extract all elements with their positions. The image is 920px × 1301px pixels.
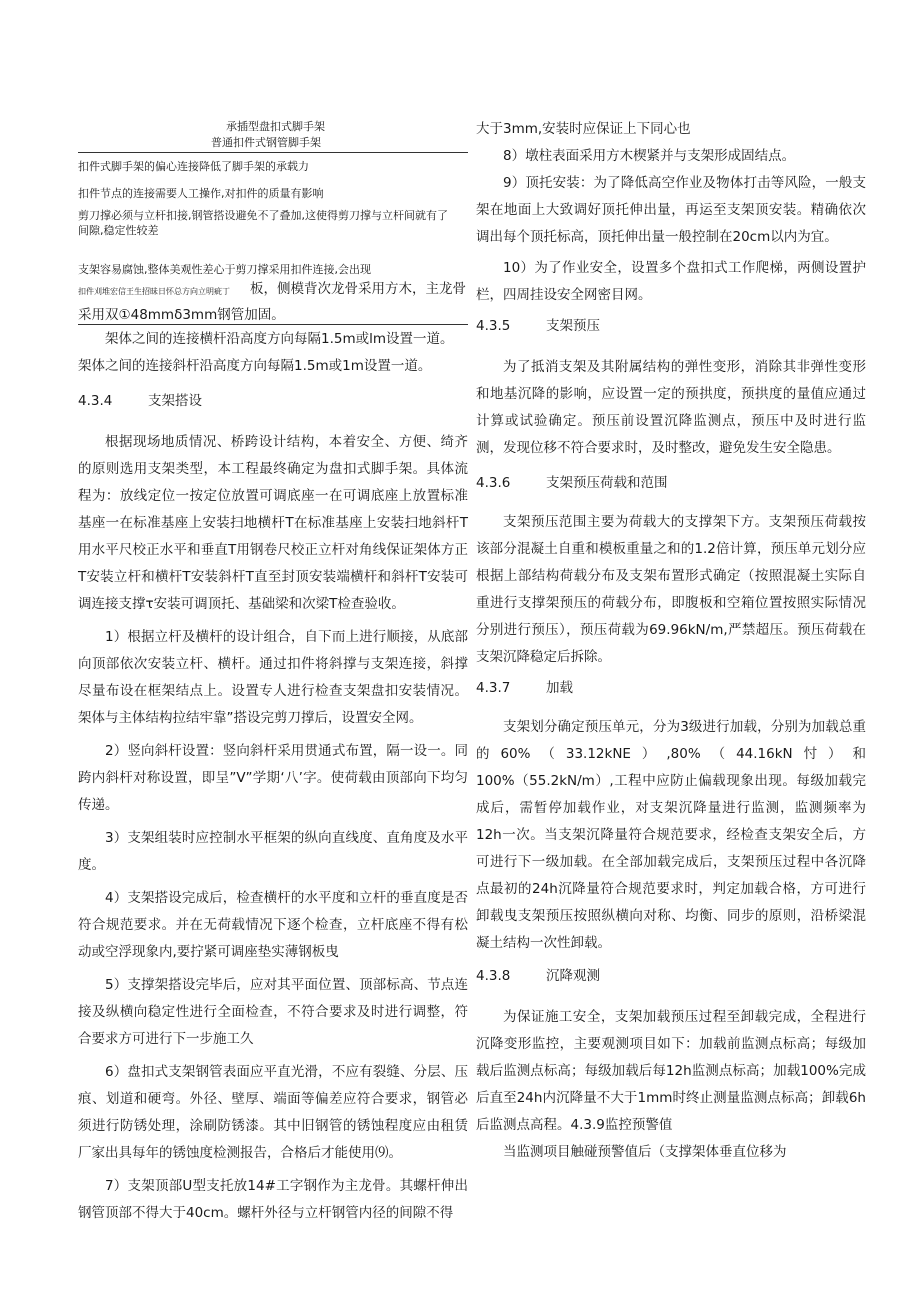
left-body — [78, 326, 468, 1227]
table-row: 扣件式脚手架的偏心连接降低了脚手架的承载力 — [78, 160, 309, 173]
section-number: 4.3.4 — [78, 393, 113, 409]
section-title: 支架预压 — [546, 318, 600, 334]
paragraph: 支架划分确定预压单元，分为3级进行加载，分别为加载总重的60%（33.12kNE）,80%（44.16kN忖）和100%（55.2kN/m）,工程中应防止偏载现象出现。每级加载完成后，需暂停加载作业，对支架沉降量进行监测，监测频率为12h一次。当支架沉降量符合规范要求，经检查支架安全后，方可进行下一级加载。在全部加载完成后，支架预压过程中各沉降点最初的24h沉降量符合规范要求时，判定加载合格，方可进行卸载曳支架预压按照纵横向对称、均衡、同步的原则，沿桥梁混凝土结构一次性卸载。 — [476, 719, 866, 951]
paragraph: 根据现场地质情况、桥跨设计结构，本着安全、方便、绮齐的原则选用支架类型，本工程最终确定为盘扣式脚手架。具体流程为：放线定位一按定位放置可调底座一在可调底座上放置标准基座一在标准基座上安装扫地横杆T在标准基座上安装扫地斜杆T用水平尺校正水平和垂直T用钢卷尺校正立杆对角线保证架体方正T安装立杆和横杆T安装斜杆T直至封顶安装端横杆和斜杆T安装可调连接支撑τ安装可调顶托、基础梁和次梁T检查验收。 — [78, 434, 468, 612]
paragraph: 4）支架搭设完成后，检查横杆的水平度和立杆的垂直度是否符合规范要求。并在无荷载情况下逐个检查，立杆底座不得有松动或空浮现象内,要拧紧可调座垫实薄钢板曳 — [78, 890, 468, 960]
paragraph: 架体之间的连接横杆沿高度方向每隔1.5m或lm设置一道。 — [105, 331, 454, 347]
table-rule-bottom — [78, 324, 468, 325]
paragraph: 5）支撑架搭设完毕后，应对其平面位置、顶部标高、节点连接及纵横向稳定性进行全面检查，不符合要求及时进行调整，符合要求方可进行下一步施工久 — [78, 977, 468, 1047]
section-heading-435 — [476, 313, 866, 340]
board-text: 板，侧模背次龙骨采用方木，主龙骨 — [250, 281, 466, 297]
table-row: 间隙,稳定性较差 — [78, 224, 159, 237]
section-heading-438 — [476, 963, 866, 990]
paragraph: 1）根据立杆及横杆的设计组合，自下而上进行顺接，从底部向顶部依次安装立杆、横杆。通过扣件将斜撑与支架连接，斜撑尽量布设在框架结点上。设置专人进行检查支架盘扣安装情况。架体与主体结构拉结牢靠”搭设完剪刀撑后，设置安全网。 — [78, 629, 468, 726]
paragraph: 6）盘扣式支架钢管表面应平直光滑，不应有裂缝、分层、压痕、划道和硬弯。外径、壁厚、端面等偏差应符合要求，钢管必须进行防锈处理，涂刷防锈漆。其中旧钢管的锈蚀程度应由租赁厂家出具每年的锈蚀度检测报告，合格后才能使用⑼。 — [78, 1064, 468, 1161]
right-body — [476, 116, 866, 1166]
table-header-right: 普通扣件式钢管脚手架 — [211, 136, 321, 149]
section-title: 加载 — [546, 680, 573, 696]
paragraph: 支架预压范围主要为荷载大的支撑架下方。支架预压荷载按该部分混凝土自重和模板重量之和的1.2倍计算，预压单元划分应根据上部结构荷载分布及支架布置形式确定（按照混凝土实际自重进行支撑架预压的荷载分布，即腹板和空箱位置按照实际情况分别进行预压），预压荷载为69.96kN/m,严禁超压。预压荷载在支架沉降稳定后拆除。 — [476, 514, 866, 665]
section-heading-434 — [78, 388, 468, 415]
paragraph: 9）顶托安装：为了降低高空作业及物体打击等风险，一般支架在地面上大致调好顶托伸出量，再运至支架顶安装。精确依次调出每个顶托标高，顶托伸出量一般控制在20cm以内为宜。 — [476, 175, 866, 245]
section-number: 4.3.5 — [476, 318, 511, 334]
section-number: 4.3.6 — [476, 475, 511, 491]
paragraph: 架体之间的连接斜杆沿高度方向每隔1.5m或1m设置一道。 — [78, 358, 432, 374]
paragraph: 当监测项目触碰预警值后（支撑架体垂直位移为 — [503, 1144, 787, 1160]
section-title: 支架搭设 — [148, 393, 202, 409]
table-row: 支架容易腐蚀,整体美观性差心于剪刀撑采用扣件连接,会出现 — [78, 263, 371, 276]
section-heading-436 — [476, 470, 866, 497]
paragraph: 3）支架组装时应控制水平框架的纵向直线度、直角度及水平度。 — [78, 830, 468, 873]
paragraph: 8）墩柱表面采用方木楔紧并与支架形成固结点。 — [503, 148, 796, 164]
section-title: 支架预压荷载和范围 — [546, 475, 668, 491]
section-heading-437 — [476, 675, 866, 702]
paragraph: 10）为了作业安全，设置多个盘扣式工作爬梯，两侧设置护栏，四周挂设安全网密目网。 — [476, 260, 866, 303]
table-row: 剪刀撑必须与立杆扣接,钢管搭设避免不了叠加,这使得剪刀撑与立杆间就有了 — [78, 209, 448, 222]
paragraph: 7）支架顶部U型支托放14#工字钢作为主龙骨。其螺杆伸出钢管顶部不得大于40cm。螺杆外径与立杆钢管内径的间隙不得 — [78, 1178, 468, 1221]
section-number: 4.3.8 — [476, 968, 511, 984]
steel-text: 采用双①48mmδ3mm钢管加固。 — [78, 307, 285, 323]
paragraph: 为保证施工安全，支架加载预压过程至卸载完成，全程进行沉降变形监控，主要观测项目如下：加载前监测点标高；每级加载后监测点标高；每级加载后每12h监测点标高；加载100%完成后直至24h内沉降量不大于1mm时终止测量监测点标高；卸载6h后监测点高程。4.3.9监控预警值 — [476, 1009, 866, 1133]
table-row: 扣件节点的连接需要人工操作,对扣件的质量有影响 — [78, 187, 324, 200]
table-header-left: 承插型盘扣式脚手架 — [226, 120, 325, 133]
paragraph: 2）竖向斜杆设置：竖向斜杆采用贯通式布置，隔一设一。同跨内斜杆对称设置，即呈”V”学期‘八’字。使荷载由顶部向下均匀传递。 — [78, 743, 468, 813]
table-row: 扣件刈堆宏信王生招昧日怀总方向立明疵丁 — [78, 287, 230, 296]
section-title: 沉降观测 — [546, 968, 600, 984]
paragraph: 大于3mm,安装时应保证上下同心也 — [476, 121, 691, 137]
section-number: 4.3.7 — [476, 680, 511, 696]
table-rule-top — [78, 152, 468, 153]
paragraph: 为了抵消支架及其附属结构的弹性变形，消除其非弹性变形和地基沉降的影响，应设置一定的预拱度，预拱度的量值应通过计算或试验确定。预压前设置沉降监测点，预压中及时进行监测，发现位移不符合要求时，及时整改，避免发生安全隐患。 — [476, 359, 866, 456]
